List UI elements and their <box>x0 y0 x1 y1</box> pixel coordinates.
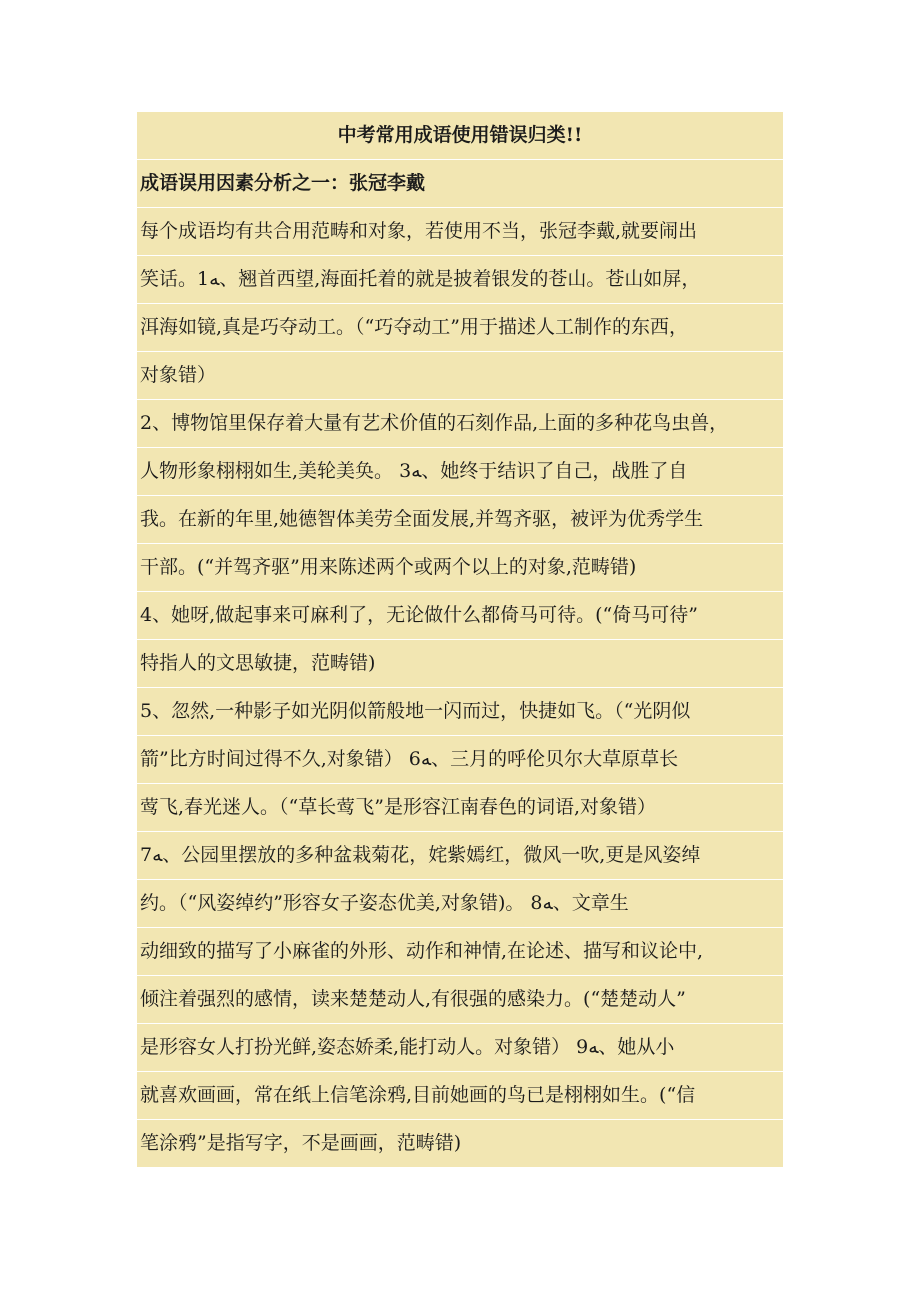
document-line: 人物形象栩栩如生,美轮美奂。 3ﻪ、她终于结识了自己，战胜了自 <box>137 448 783 496</box>
document-line: 7ﻪ、公园里摆放的多种盆栽菊花，姹紫嫣红，微风一吹,更是风姿绰 <box>137 832 783 880</box>
document-line: 就喜欢画画，常在纸上信笔涂鸦,目前她画的鸟已是栩栩如生。(“信 <box>137 1072 783 1120</box>
document-line: 特指人的文思敏捷，范畴错) <box>137 640 783 688</box>
document-line: 约。（“风姿绰约”形容女子姿态优美,对象错)。 8ﻪ、文章生 <box>137 880 783 928</box>
document-line: 2、博物馆里保存着大量有艺术价值的石刻作品,上面的多种花鸟虫兽， <box>137 400 783 448</box>
document-content-block <box>137 112 783 1167</box>
document-body <box>137 208 783 1167</box>
document-line: 我。在新的年里,她德智体美劳全面发展,并驾齐驱，被评为优秀学生 <box>137 496 783 544</box>
document-line: 动细致的描写了小麻雀的外形、动作和神情,在论述、描写和议论中, <box>137 928 783 976</box>
document-title: 中考常用成语使用错误归类!! <box>137 112 783 160</box>
document-line: 干部。(“并驾齐驱”用来陈述两个或两个以上的对象,范畴错) <box>137 544 783 592</box>
document-line: 每个成语均有共合用范畴和对象，若使用不当，张冠李戴,就要闹出 <box>137 208 783 256</box>
document-line: 倾注着强烈的感情，读来楚楚动人,有很强的感染力。(“楚楚动人” <box>137 976 783 1024</box>
document-line: 对象错） <box>137 352 783 400</box>
document-line: 笔涂鸦”是指写字，不是画画，范畴错) <box>140 1132 462 1154</box>
section-heading: 成语误用因素分析之一：张冠李戴 <box>137 160 783 208</box>
document-line: 笑话。1ﻪ、翘首西望,海面托着的就是披着银发的苍山。苍山如屏， <box>137 256 783 304</box>
document-line: 4、她呀,做起事来可麻利了，无论做什么都倚马可待。(“倚马可待” <box>137 592 783 640</box>
document-line: 莺飞,春光迷人。（“草长莺飞”是形容江南春色的词语,对象错） <box>137 784 783 832</box>
document-line: 是形容女人打扮光鲜,姿态娇柔,能打动人。对象错） 9ﻪ、她从小 <box>137 1024 783 1072</box>
document-line: 洱海如镜,真是巧夺动工。（“巧夺动工”用于描述人工制作的东西， <box>137 304 783 352</box>
document-line: 箭”比方时间过得不久,对象错） 6ﻪ、三月的呼伦贝尔大草原草长 <box>137 736 783 784</box>
document-line: 5、忽然,一种影子如光阴似箭般地一闪而过，快捷如飞。（“光阴似 <box>137 688 783 736</box>
